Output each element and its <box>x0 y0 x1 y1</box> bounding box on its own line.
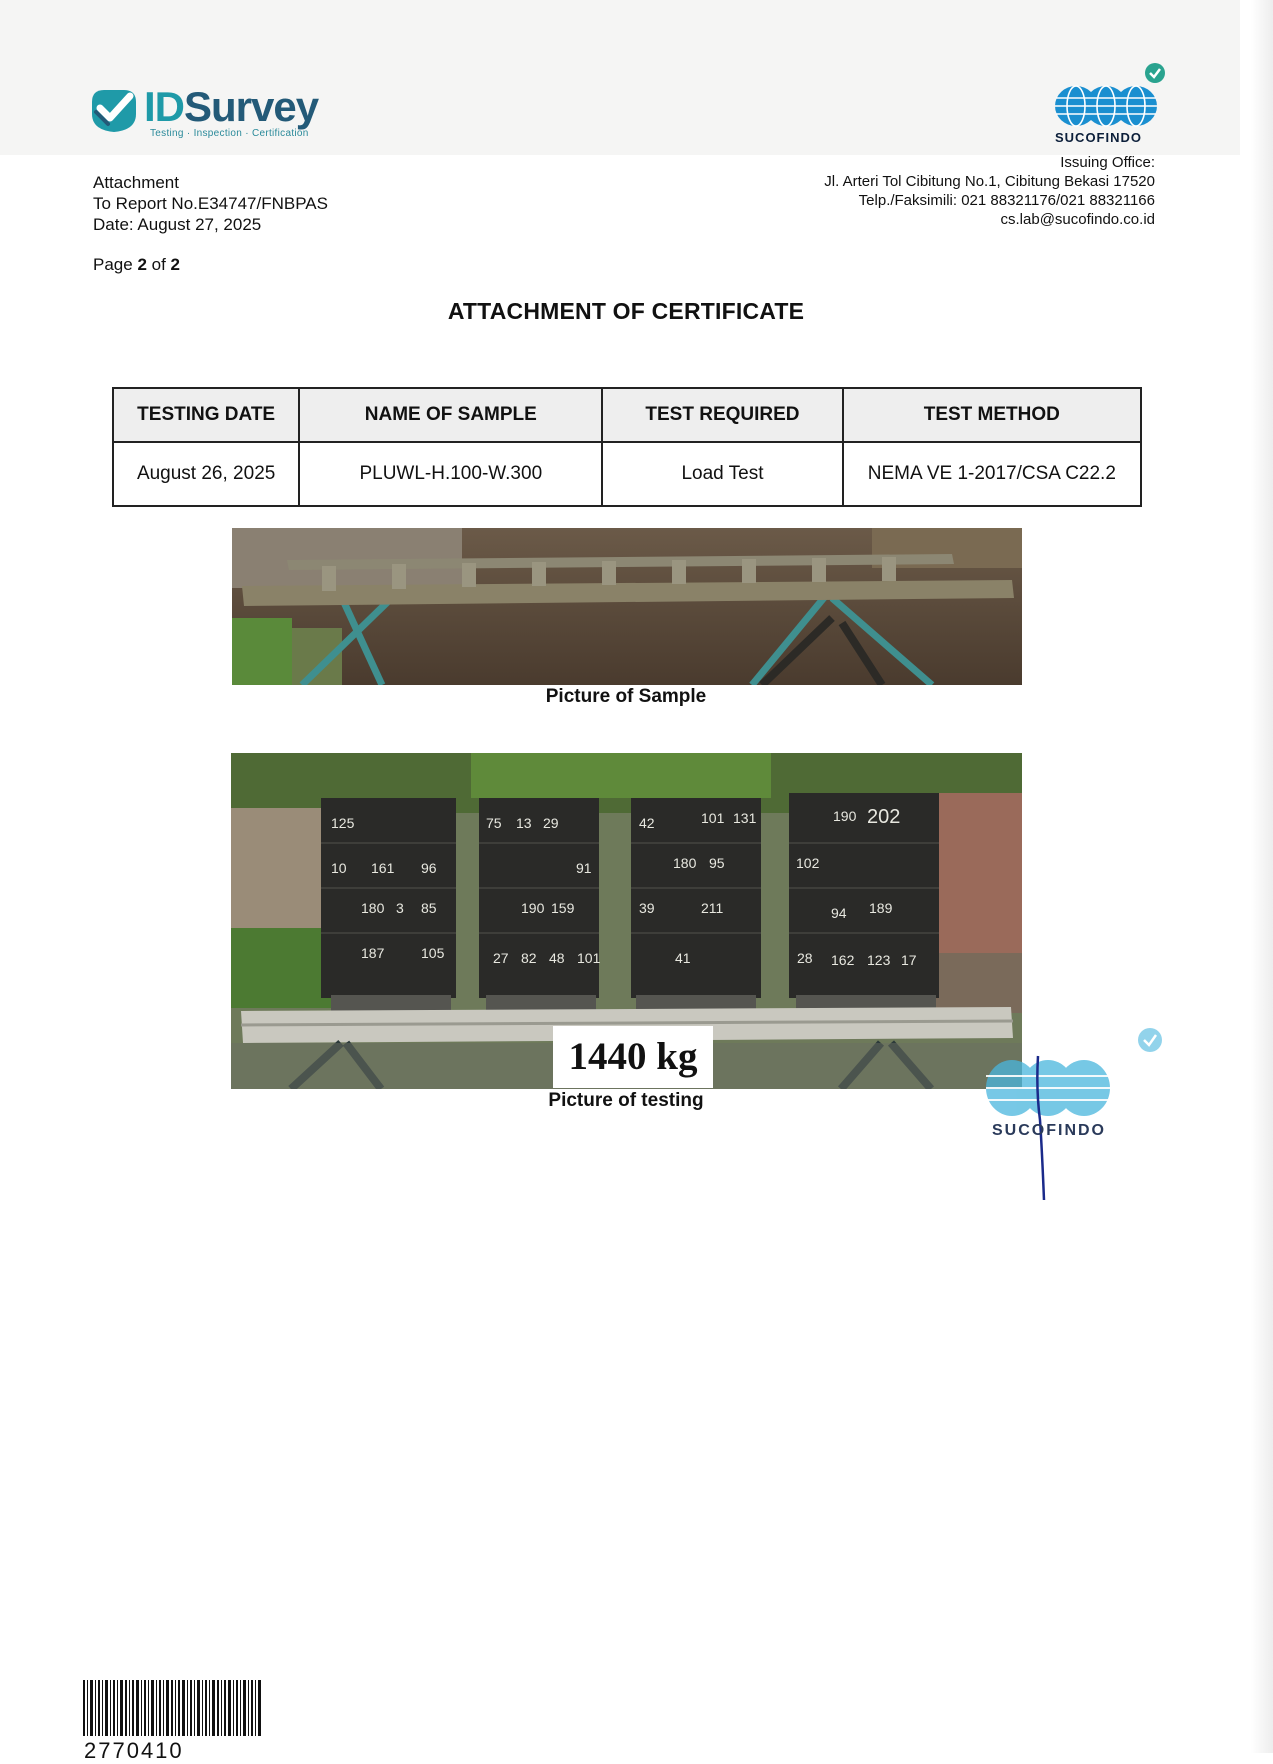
sucofindo-stamp <box>982 1020 1162 1200</box>
weight-number: 162 <box>831 952 855 968</box>
cell-test-required: Load Test <box>602 442 842 506</box>
weight-number: 39 <box>639 900 655 916</box>
barcode-number: 2770410 <box>84 1738 184 1763</box>
issuing-office-address: Jl. Arteri Tol Cibitung No.1, Cibitung Bekasi 17520 <box>824 173 1155 190</box>
weight-number: 125 <box>331 815 355 831</box>
certificate-table <box>112 387 1142 507</box>
weight-number: 3 <box>396 900 404 916</box>
issuing-office-label: Issuing Office: <box>1060 154 1155 171</box>
weight-number: 29 <box>543 815 559 831</box>
sample-photo-caption: Picture of Sample <box>545 686 707 707</box>
page-number: Page 2 of 2 <box>93 255 180 274</box>
idsurvey-tagline: Testing · Inspection · Certification <box>150 128 309 139</box>
weight-number: 131 <box>733 810 757 826</box>
report-meta <box>93 172 328 235</box>
weight-number: 161 <box>371 860 395 876</box>
weight-number: 190 <box>521 900 545 916</box>
testing-photo-caption: Picture of testing <box>548 1090 704 1111</box>
weight-number: 41 <box>675 950 691 966</box>
sucofindo-logo <box>1048 62 1168 148</box>
document-title: ATTACHMENT OF CERTIFICATE <box>447 298 805 324</box>
weight-number: 10 <box>331 860 347 876</box>
report-date: Date: August 27, 2025 <box>93 215 262 234</box>
header-testing-date: TESTING DATE <box>113 388 299 442</box>
checkmark-badge-icon <box>1144 62 1166 84</box>
weight-number: 94 <box>831 905 847 921</box>
attachment-label: Attachment <box>93 173 179 192</box>
weight-number: 211 <box>701 900 724 916</box>
header-test-required: TEST REQUIRED <box>602 388 842 442</box>
globe-cluster-icon <box>1054 84 1158 128</box>
weight-number: 123 <box>867 952 891 968</box>
issuing-office-phone: Telp./Faksimili: 021 88321176/021 88321166 <box>858 192 1155 209</box>
cell-test-method: NEMA VE 1-2017/CSA C22.2 <box>843 442 1141 506</box>
table-row <box>113 442 1141 506</box>
weight-number: 28 <box>797 950 813 966</box>
cell-testing-date: August 26, 2025 <box>113 442 299 506</box>
weight-number: 17 <box>901 952 917 968</box>
idsurvey-wordmark: IDSurvey <box>144 83 319 130</box>
load-weight-label: 1440 kg <box>553 1026 713 1088</box>
cell-name-of-sample: PLUWL-H.100-W.300 <box>299 442 602 506</box>
weight-number: 101 <box>577 950 601 966</box>
header-name-of-sample: NAME OF SAMPLE <box>299 388 602 442</box>
weight-number: 101 <box>701 810 725 826</box>
weight-number: 159 <box>551 900 575 916</box>
issuing-office-email: cs.lab@sucofindo.co.id <box>1000 211 1155 228</box>
checkmark-shield-icon <box>88 84 140 136</box>
table-header-row <box>113 388 1141 442</box>
weight-number: 85 <box>421 900 437 916</box>
weight-number: 187 <box>361 945 385 961</box>
sucofindo-wordmark: SUCOFINDO <box>1055 130 1142 145</box>
weight-number: 42 <box>639 815 655 831</box>
weight-number: 105 <box>421 945 445 961</box>
weight-number: 180 <box>673 855 697 871</box>
scan-edge-shade <box>1251 0 1273 1753</box>
stamp-text: SUCOFINDO <box>992 1122 1106 1139</box>
weight-number: 48 <box>549 950 565 966</box>
header-test-method: TEST METHOD <box>843 388 1141 442</box>
weight-number: 190 <box>833 808 857 824</box>
weight-number: 91 <box>576 860 592 876</box>
stamp-globe-icon <box>982 1020 1162 1200</box>
weight-number: 82 <box>521 950 537 966</box>
weight-number: 13 <box>516 815 532 831</box>
issuing-office-block <box>824 153 1155 229</box>
idsurvey-logo <box>88 84 348 144</box>
weight-number: 180 <box>361 900 385 916</box>
weight-number: 27 <box>493 950 509 966</box>
report-number: To Report No.E34747/FNBPAS <box>93 194 328 213</box>
weight-number: 95 <box>709 855 725 871</box>
weight-number: 102 <box>796 855 820 871</box>
cable-ladder-sample-image <box>232 528 1022 685</box>
sample-photo <box>232 528 1022 685</box>
weight-number: 189 <box>869 900 893 916</box>
weight-number: 75 <box>486 815 502 831</box>
weight-number: 202 <box>867 806 901 828</box>
weight-number: 96 <box>421 860 437 876</box>
